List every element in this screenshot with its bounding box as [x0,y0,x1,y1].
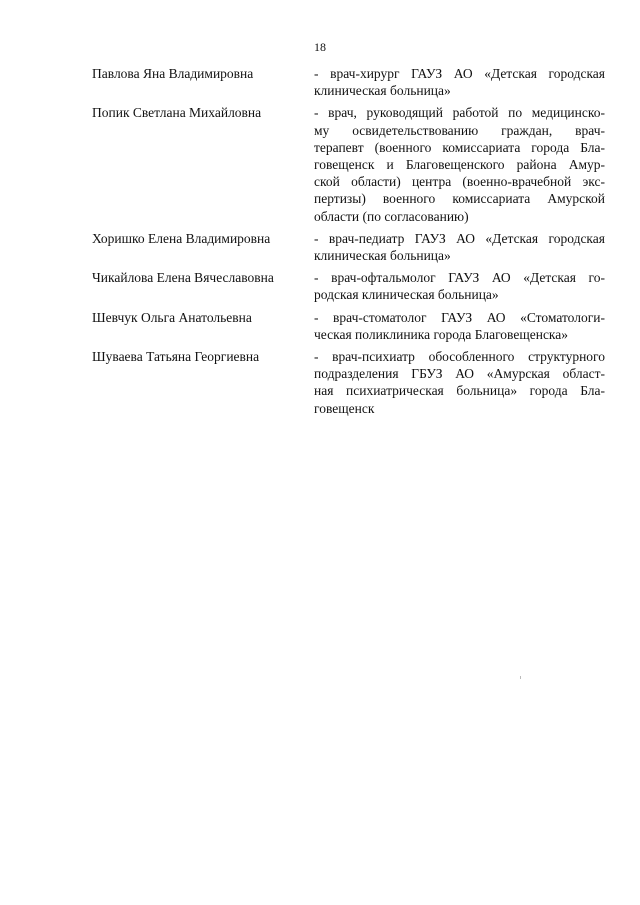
person-name: Шевчук Ольга Анатольевна [92,309,252,325]
description-line: - врач-офтальмолог ГАУЗ АО «Детская го- [314,270,605,286]
description-line: му освидетельствованию граждан, врач- [314,122,605,138]
description-line: говещенск [314,400,375,416]
person-name: Шуваева Татьяна Георгиевна [92,349,260,365]
description-line: ческая поликлиника города Благовещенска» [314,326,569,342]
description-line: пертизы) военного комиссариата Амурской [314,191,605,207]
position-description [314,348,605,417]
list-item [92,348,605,417]
description-line: ная психиатрическая больница» города Бла- [314,383,605,399]
description-line: говещенск и Благовещенского района Амур- [314,157,605,173]
description-line: - врач, руководящий работой по медицинско- [314,105,605,121]
person-name: Павлова Яна Владимировна [92,66,254,81]
person-name: Хоришко Елена Владимировна [92,230,271,246]
list-item [92,269,605,303]
description-line: - врач-стоматолог ГАУЗ АО «Стоматологи- [314,309,605,325]
description-line: терапевт (военного комиссариата города Бла- [314,139,605,155]
list-item [92,309,605,343]
list-item [92,65,605,99]
description-line: родская клиническая больница» [314,287,499,303]
person-name: Попик Светлана Михайловна [92,105,262,121]
scan-speck [520,676,521,679]
position-description [314,309,605,343]
position-description [314,104,605,224]
description-line: подразделения ГБУЗ АО «Амурская област- [314,366,605,382]
position-description [314,65,605,99]
description-line: - врач-хирург ГАУЗ АО «Детская городская [314,66,605,81]
list-item [92,230,605,264]
page-number: 18 [314,40,326,54]
person-name: Чикайлова Елена Вячеславовна [92,270,274,286]
member-list [92,65,605,417]
description-line: клиническая больница» [314,248,451,264]
position-description [314,230,605,264]
description-line: - врач-педиатр ГАУЗ АО «Детская городская [314,230,605,246]
description-line: области (по согласованию) [314,208,469,224]
description-line: ской области) центра (военно-врачебной экс- [314,174,605,190]
position-description [314,269,605,303]
description-line: клиническая больница» [314,83,451,99]
list-item [92,104,605,224]
description-line: - врач-психиатр обособленного структурного [314,349,605,365]
